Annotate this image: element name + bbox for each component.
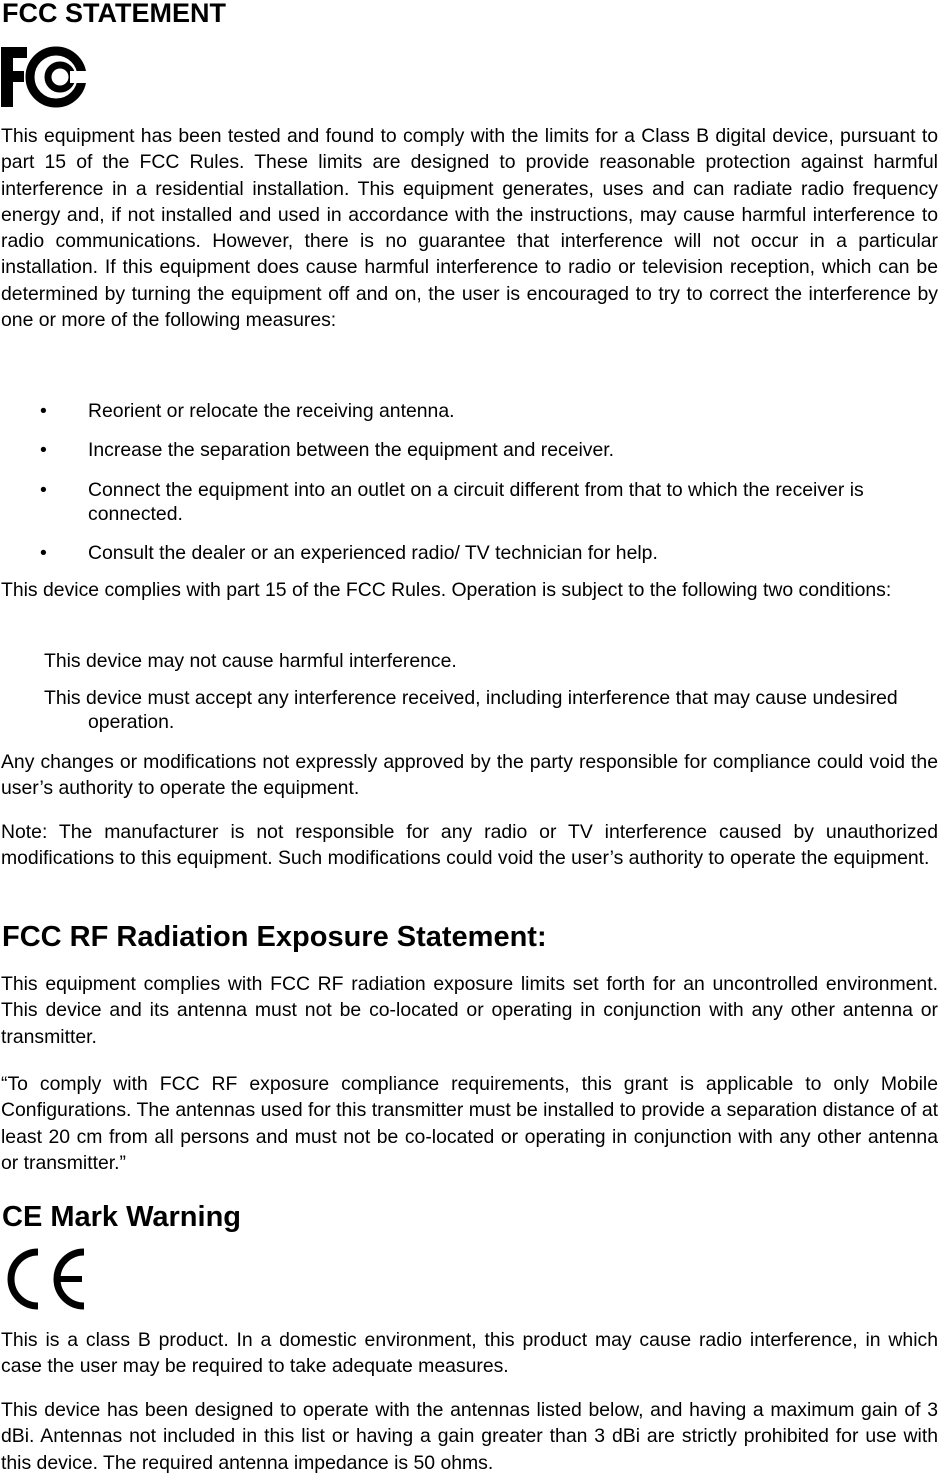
bullet-dot: •	[40, 479, 47, 501]
measure-item: Connect the equipment into an outlet on a circuit different from that to which the receiver is connected.	[88, 479, 864, 525]
fcc-intro-paragraph: This equipment has been tested and found to comply with the limits for a Class B digital device, pursuant to part 15 of the FCC Rules. These limits are designed to provide reasonable protection against harmful interference in a residential installation. This equipment generates, uses and can radiate radio frequency energy and, if not installed and used in accordance with the instructions, may cause harmful interference to radio communications. However, there is no guarantee that interference will not occur in a particular installation. If this equipment does cause harmful interference to radio or television reception, which can be determined by turning the equipment off and on, the user is encouraged to try to correct the interference by one or more of the following measures:	[1, 125, 938, 332]
measure-item: Increase the separation between the equipment and receiver.	[88, 439, 615, 461]
ce-mark-heading: CE Mark Warning	[2, 1201, 242, 1233]
condition-item: This device must accept any interference received, including interference that may cause undesired operation.	[44, 687, 898, 733]
fcc-complies-paragraph: This device complies with part 15 of the FCC Rules. Operation is subject to the following two conditions:	[1, 579, 892, 601]
ce-mark-icon	[0, 1246, 90, 1312]
measure-item: Reorient or relocate the receiving antenna.	[88, 400, 455, 422]
fcc-changes-paragraph: Any changes or modifications not expressly approved by the party responsible for compliance could void the user’s authority to operate the equipment.	[1, 751, 938, 800]
fcc-statement-heading: FCC STATEMENT	[2, 0, 226, 28]
bullet-dot: •	[40, 439, 47, 461]
fcc-logo-icon	[0, 45, 90, 109]
fcc-note-paragraph: Note: The manufacturer is not responsible for any radio or TV interference caused by unauthorized modifications to this equipment. Such modifications could void the user’s authority to operate the equipment.	[1, 821, 938, 870]
measure-item: Consult the dealer or an experienced radio/ TV technician for help.	[88, 542, 658, 564]
ce-paragraph-1: This is a class B product. In a domestic environment, this product may cause radio interference, in which case the user may be required to take adequate measures.	[1, 1329, 938, 1378]
bullet-dot: •	[40, 400, 47, 422]
bullet-dot: •	[40, 542, 47, 564]
rf-paragraph-1: This equipment complies with FCC RF radiation exposure limits set forth for an uncontrolled environment. This device and its antenna must not be co-located or operating in conjunction with any other antenna or transmitter.	[1, 973, 938, 1048]
rf-exposure-heading: FCC RF Radiation Exposure Statement:	[2, 921, 547, 953]
rf-paragraph-2: “To comply with FCC RF exposure compliance requirements, this grant is applicable to only Mobile Configurations. The antennas used for this transmitter must be installed to provide a separation distance of at least 20 cm from all persons and must not be co-located or operating in conjunction with any other antenna or transmitter.”	[1, 1073, 938, 1174]
condition-item: This device may not cause harmful interference.	[44, 650, 457, 672]
ce-paragraph-2: This device has been designed to operate with the antennas listed below, and having a maximum gain of 3 dBi. Antennas not included in this list or having a gain greater than 3 dBi are strictly prohibited for use with this device. The required antenna impedance is 50 ohms.	[1, 1399, 938, 1474]
